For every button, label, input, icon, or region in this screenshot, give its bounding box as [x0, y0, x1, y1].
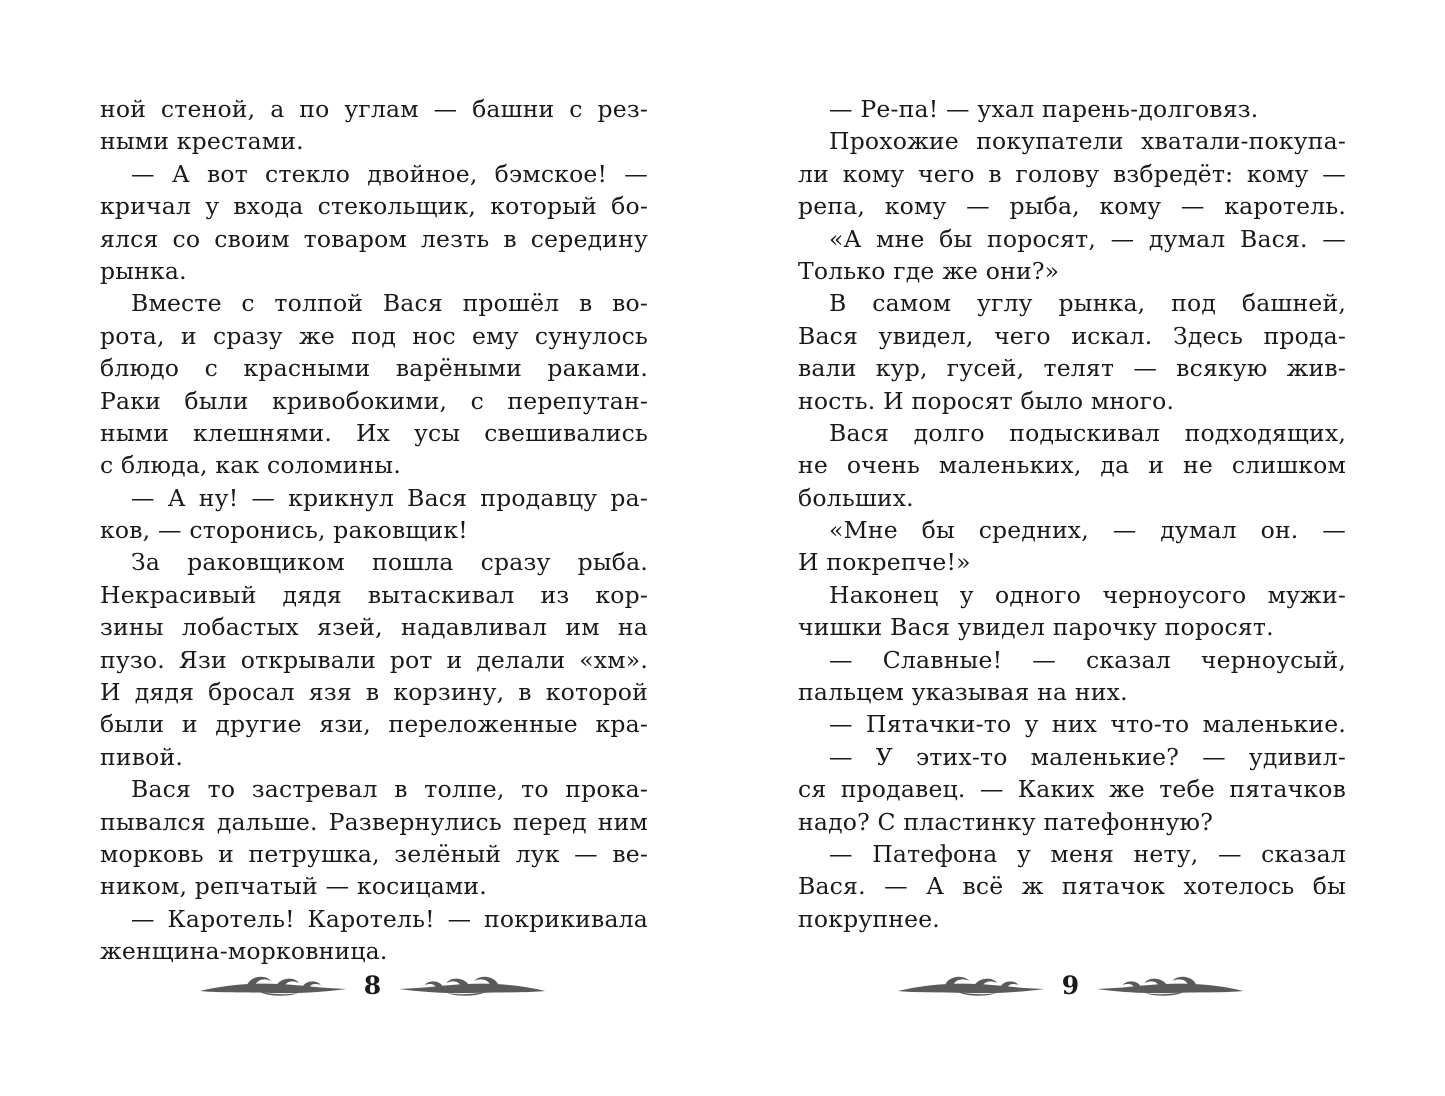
text-line: Вася увидел, чего искал. Здесь прода- [798, 321, 1346, 350]
text-line: ся продавец. — Каких же тебе пятачков [798, 775, 1346, 804]
text-line: В самом углу рынка, под башней, [829, 289, 1346, 318]
text-line: Только где же они?» [798, 256, 1060, 285]
text-line: «А мне бы поросят, — думал Вася. — [829, 224, 1346, 253]
text-line: репа, кому — рыба, кому — каротель. [798, 192, 1346, 221]
text-line: блюдо с красными варёными раками. [100, 354, 648, 383]
text-line: — А ну! — крикнул Вася продавцу ра- [131, 483, 648, 512]
text-line: ником, репчатый — косицами. [100, 872, 487, 901]
text-line: женщина-морковница. [100, 937, 388, 966]
text-line: За раковщиком пошла сразу рыба. [131, 548, 648, 577]
text-line: Вася долго подыскивал подходящих, [829, 418, 1346, 447]
text-line: Наконец у одного черноусого мужи- [829, 580, 1346, 609]
ornament-left-icon [200, 972, 349, 998]
text-line: ной стеной, а по углам — башни с рез- [100, 95, 648, 123]
text-line: пальцем указывая на них. [798, 678, 1128, 707]
text-line: Раки были кривобокими, с перепутан- [100, 386, 648, 415]
text-line: ков, — сторонись, раковщик! [100, 516, 468, 545]
ornament-left-icon [898, 972, 1047, 998]
text-line: пывался дальше. Развернулись перед ним [100, 807, 648, 836]
text-line: Вася то застревал в толпе, то прока- [131, 775, 648, 804]
text-line: морковь и петрушка, зелёный лук — ве- [100, 839, 648, 868]
text-line: пивой. [100, 742, 184, 771]
text-line: ными крестами. [100, 127, 304, 156]
text-line: Вася. — А всё ж пятачок хотелось бы [798, 872, 1346, 901]
text-line: были и другие язи, переложенные кра- [100, 710, 648, 739]
text-line: ность. И поросят было много. [798, 386, 1175, 415]
text-line: Вместе с толпой Вася прошёл в во- [131, 289, 648, 318]
page-number-left: 8 [363, 970, 382, 1000]
text-line: больших. [798, 483, 914, 512]
left-page-text [100, 93, 648, 968]
text-line: чишки Вася увидел парочку поросят. [798, 613, 1274, 642]
text-line: И покрепче!» [798, 548, 971, 577]
text-line: — Патефона у меня нету, — сказал [829, 839, 1346, 868]
text-line: — Каротель! Каротель! — покрикивала [131, 904, 648, 933]
text-line: — Славные! — сказал черноусый, [829, 645, 1346, 674]
text-line: Некрасивый дядя вытаскивал из кор- [100, 580, 648, 609]
text-line: кричал у входа стекольщик, который бо- [100, 192, 648, 221]
text-line: не очень маленьких, да и не слишком [798, 451, 1346, 480]
text-line: зины лобастых язей, надавливал им на [100, 613, 648, 642]
text-line: пузо. Язи открывали рот и делали «хм». [100, 645, 648, 674]
ornament-right-icon [397, 972, 546, 998]
page-number-right: 9 [1061, 970, 1080, 1000]
text-line: И дядя бросал язя в корзину, в которой [100, 678, 648, 707]
text-line: рота, и сразу же под нос ему сунулось [100, 321, 648, 350]
text-line: ными клешнями. Их усы свешивались [100, 418, 648, 447]
right-page-text [798, 93, 1346, 935]
text-line: вали кур, гусей, телят — всякую жив- [798, 354, 1346, 383]
text-line: покрупнее. [798, 904, 940, 933]
left-page-footer [200, 965, 545, 1005]
ornament-right-icon [1095, 972, 1244, 998]
right-page-footer [898, 965, 1243, 1005]
text-line: — А вот стекло двойное, бэмское! — [131, 159, 648, 188]
text-line: с блюда, как соломины. [100, 451, 402, 480]
text-line: Прохожие покупатели хватали-покупа- [829, 127, 1346, 156]
text-line: — Пятачки-то у них что-то маленькие. [829, 710, 1346, 739]
text-line: ялся со своим товаром лезть в середину [100, 224, 648, 253]
text-line: — У этих-то маленькие? — удивил- [829, 742, 1346, 771]
text-line: — Ре-па! — ухал парень-долговяз. [829, 95, 1259, 123]
text-line: ли кому чего в голову взбредёт: кому — [798, 159, 1346, 188]
text-line: рынка. [100, 256, 187, 285]
text-line: надо? С пластинку патефонную? [798, 807, 1214, 836]
text-line: «Мне бы средних, — думал он. — [829, 516, 1346, 545]
